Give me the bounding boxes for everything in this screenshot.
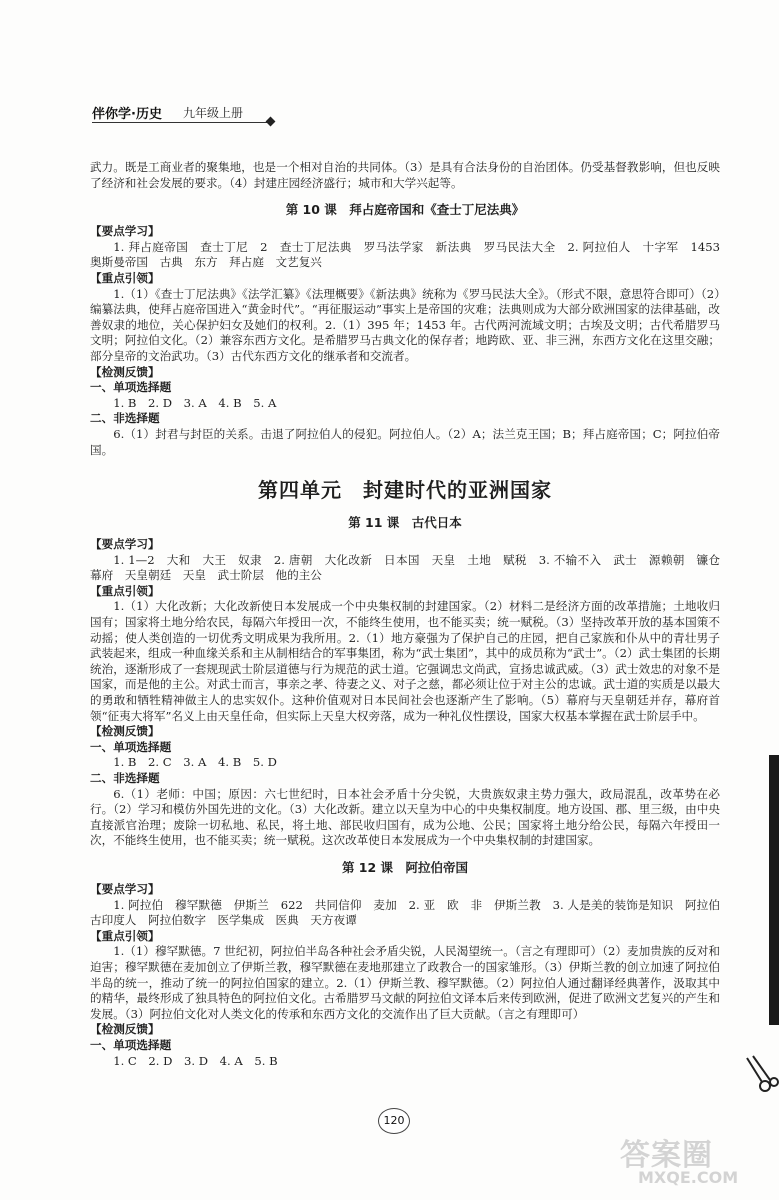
lesson-11-key-points: 1. 1—2 大和 大王 奴隶 2. 唐朝 大化改新 日本国 天皇 土地 赋税 3. 不输不入 武士 源赖朝 镰仓 幕府 天皇朝廷 天皇 武士阶层 他的主公 [90, 552, 732, 583]
page-number: 120 [378, 1108, 410, 1134]
book-grade: 九年级上册 [183, 106, 244, 120]
lesson-10-title: 第 10 课 拜占庭帝国和《查士丁尼法典》 [285, 202, 525, 218]
lesson-12-guide-heading: 【重点引领】 [90, 928, 160, 943]
lesson-11-single-choice: 1. B 2. C 3. A 4. B 5. D [113, 755, 277, 770]
running-head [92, 103, 282, 125]
lesson-10-guide-heading: 【重点引领】 [90, 270, 160, 285]
lesson-10-single-choice-heading: 一、单项选择题 [90, 380, 172, 395]
lesson-11-single-choice-heading: 一、单项选择题 [90, 739, 172, 754]
lesson-12-single-choice-heading: 一、单项选择题 [90, 1037, 172, 1052]
lesson-10-feedback-heading: 【检测反馈】 [90, 364, 160, 379]
margin-bar [769, 755, 779, 1025]
lesson-10-key-points-heading: 【要点学习】 [90, 224, 160, 239]
header-rule [92, 122, 270, 123]
lesson-12-feedback-heading: 【检测反馈】 [90, 1022, 160, 1037]
lesson-12-key-points-heading: 【要点学习】 [90, 881, 160, 896]
lesson-11-key-points-heading: 【要点学习】 [90, 537, 160, 552]
lesson-10-key-points: 1. 拜占庭帝国 查士丁尼 2 查士丁尼法典 罗马法学家 新法典 罗马民法大全 2. 阿拉伯人 十字军 1453 奥斯曼帝国 古典 东方 拜占庭 文艺复兴 [90, 239, 732, 270]
book-title: 伴你学·历史 [92, 107, 162, 122]
lesson-10-single-choice: 1. B 2. D 3. A 4. B 5. A [113, 395, 277, 410]
lesson-11-guide-heading: 【重点引领】 [90, 583, 160, 598]
lesson-12-guide: 1.（1）穆罕默德。7 世纪初，阿拉伯半岛各种社会矛盾尖锐，人民渴望统一。（言之有理即可）（2）麦加贵族的反对和迫害；穆罕默德在麦加创立了伊斯兰教，穆罕默德在麦地那建立了政教合一的国家雏形。（3）伊斯兰教的创立加速了阿拉伯半岛的统一，推动了统一的阿拉伯国家的建立。2.（1）伊斯兰教、穆罕默德。（2）阿拉伯人通过翻译经典著作，汲取其中的精华，最终形成了独具特色的阿拉伯文化。古希腊罗马文献的阿拉伯文译本后来传到欧洲，促进了欧洲文艺复兴的产生和发展。（3）阿拉伯文化对人类文化的传承和东西方文化的交流作出了巨大贡献。（言之有理即可） [90, 944, 720, 1021]
lesson-11-feedback-heading: 【检测反馈】 [90, 724, 160, 739]
lesson-12-title: 第 12 课 阿拉伯帝国 [341, 859, 469, 875]
lesson-12-single-choice: 1. C 2. D 3. D 4. A 5. B [113, 1053, 278, 1068]
watermark [620, 1130, 770, 1190]
lesson-11-non-choice-heading: 二、非选择题 [90, 771, 160, 785]
lesson-11-title: 第 11 课 古代日本 [348, 515, 462, 531]
lesson-11-non-choice: 6.（1）老师：中国；原因：六七世纪时，日本社会矛盾十分尖锐，大贵族奴隶主势力强大，政局混乱，改革势在必行。（2）学习和模仿外国先进的文化。（3）大化改新。建立以天皇为中心的中央集权制度。地方设国、郡、里三级，由中央直接派官治理；废除一切私地、私民，将土地、部民收归国有，成为公地、公民；国家将土地分给公民，每隔六年授田一次，不能终生使用，也不能买卖；统一赋税。这次改革使日本发展成为一个中央集权制的封建国家。 [90, 786, 720, 848]
lesson-10-guide: 1.（1）《查士丁尼法典》《法学汇纂》《法理概要》《新法典》统称为《罗马民法大全》。（形式不限，意思符合即可）（2）编纂法典，使拜占庭帝国进入“黄金时代”。“再征服运动”事实上是帝国的灾难；法典则成为大部分欧洲国家的法律基础，改善奴隶的地位，关心保护妇女及她们的权利。2.（1）395 年；1453 年。古代两河流域文明；古埃及文明；古代希腊罗马文明；阿拉伯文化。（2）兼容东西方文化。是希腊罗马古典文化的保存者；地跨欧、亚、非三洲，东西方文化在这里交融；部分皇帝的文治武功。（3）古代东西方文化的继承者和交流者。 [90, 286, 720, 363]
intro-paragraph: 武力。既是工商业者的聚集地，也是一个相对自治的共同体。（3）是具有合法身份的自治团体。仍受基督教影响，但也反映了经济和社会发展的要求。（4）封建庄园经济盛行；城市和大学兴起等。 [90, 160, 720, 190]
answer-content [90, 160, 732, 1069]
lesson-10-non-choice: 6.（1）封君与封臣的关系。击退了阿拉伯人的侵犯。阿拉伯人。（2）A；法兰克王国；B；拜占庭帝国；C；阿拉伯帝国。 [90, 426, 720, 457]
lesson-12-key-points: 1. 阿拉伯 穆罕默德 伊斯兰 622 共同信仰 麦加 2. 亚 欧 非 伊斯兰教 3. 人是美的装饰是知识 阿拉伯 古印度人 阿拉伯数字 医学集成 医典 天方夜谭 [90, 897, 732, 928]
scissors-icon [743, 1052, 779, 1096]
watermark-logo: 答案圈 [620, 1138, 713, 1173]
unit-4-title: 第四单元 封建时代的亚洲国家 [258, 478, 552, 503]
lesson-11-guide: 1.（1）大化改新；大化改新使日本发展成一个中央集权制的封建国家。（2）材料二是经济方面的改革措施；土地收归国有；国家将土地分给农民，每隔六年授田一次，不能终生使用，也不能买卖；统一赋税。（3）坚持改革开放的基本国策不动摇；使人类创造的一切优秀文明成果为我所用。2.（1）地方豪强为了保护自己的庄园，把自己家族和仆从中的青壮男子武装起来，组成一种血缘关系和主从制相结合的军事集团，称为“武士集团”，其中的成员称为“武士”。（2）武士集团的长期统治，逐渐形成了一套规现武士阶层道德与行为规范的武士道。它强调忠文尚武，宣扬忠诚武威。（3）武士效忠的对象不是国家，而是他的主公。对武士而言，事亲之孝、待妻之义、对子之慈，都必须让位于对主公的忠诚。武士道的实质是以最大的勇敢和牺牲精神做主人的忠实奴仆。这种价值观对日本民间社会也逐渐产生了影响。（5）幕府与天皇朝廷并存，幕府首领“征夷大将军”名义上由天皇任命，但实际上天皇大权旁落，成为一种礼仪性摆设，国家大权基本掌握在武士阶层手中。 [90, 599, 720, 723]
diamond-icon [266, 117, 276, 127]
watermark-url: MXQE.COM [638, 1168, 739, 1187]
lesson-10-non-choice-heading: 二、非选择题 [90, 411, 160, 426]
